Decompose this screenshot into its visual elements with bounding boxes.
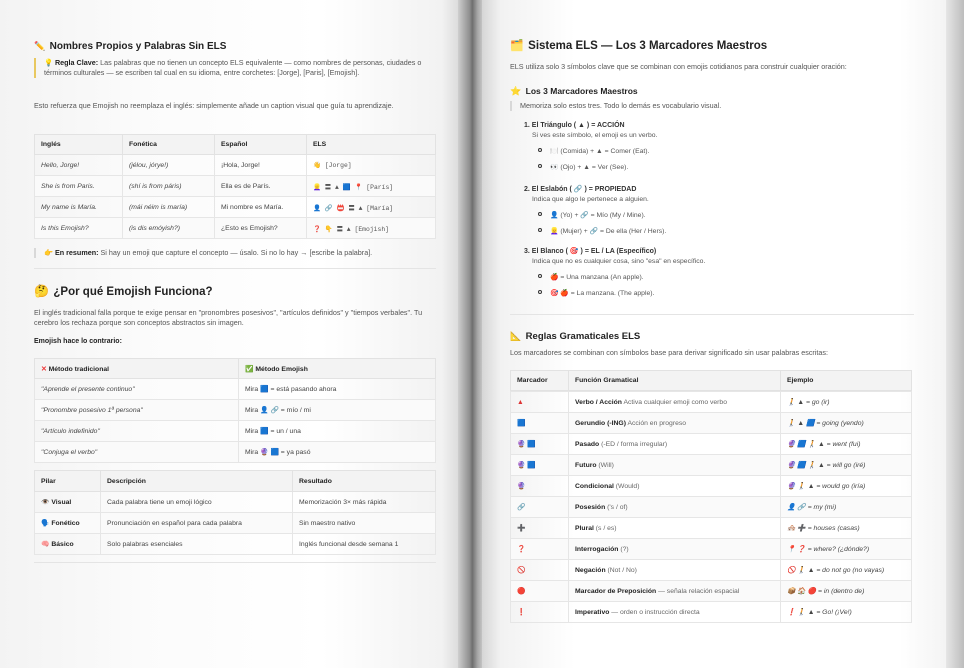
col-header: Pilar bbox=[35, 471, 101, 492]
cell-function: Futuro (Will) bbox=[569, 455, 781, 476]
summary-label: En resumen: bbox=[54, 248, 99, 257]
cell-example: ❗ 🚶 ▲ = Go! (¡Ve!) bbox=[781, 602, 912, 623]
subsection-header-markers bbox=[510, 81, 914, 99]
book-gutter bbox=[458, 0, 484, 668]
cell-traditional: "Conjuga el verbo" bbox=[35, 442, 239, 463]
cell-pillar: 🗣️ Fonético bbox=[35, 513, 101, 534]
cell-result: Sin maestro nativo bbox=[293, 513, 436, 534]
cell-phonetic: (mái néim is maría) bbox=[123, 197, 215, 218]
cell-emojish: Mira 👤 🔗 = mío / mi bbox=[239, 400, 436, 421]
cell-phonetic: (is dis emóyish?) bbox=[123, 218, 215, 239]
table-row bbox=[511, 392, 912, 413]
cell-phonetic: (jélou, jórye!) bbox=[123, 155, 215, 176]
col-header-emojish: ✅ Método Emojish bbox=[239, 359, 436, 379]
cell-els: 👱‍♀️ 〓 ▲ 🟦 📍 [París] bbox=[307, 176, 436, 197]
table-row bbox=[35, 421, 436, 442]
section-header-grammar bbox=[510, 326, 914, 344]
rule-text: Las palabras que no tienen un concepto ELS equivalente — como nombres de personas, ciudades o términos culturales — se escriben tal cual en su idioma, entre corchetes: [Jorge], [Paris], [Emojish]. bbox=[44, 58, 422, 77]
table-row bbox=[35, 442, 436, 463]
rule-label: Regla Clave: bbox=[54, 58, 99, 67]
table-row bbox=[511, 455, 912, 476]
cell-function: Interrogación (?) bbox=[569, 539, 781, 560]
table-row bbox=[35, 155, 436, 176]
col-header: Ejemplo bbox=[781, 371, 912, 391]
col-header: Marcador bbox=[511, 371, 569, 391]
divider bbox=[34, 562, 436, 563]
divider bbox=[34, 268, 436, 269]
marker-desc: Indica que no es cualquier cosa, sino "esa" en específico. bbox=[532, 258, 706, 265]
check-mark-icon: ✅ bbox=[245, 365, 256, 373]
table-row bbox=[35, 379, 436, 400]
cell-marker: 🔗 bbox=[511, 497, 569, 518]
table-row bbox=[511, 539, 912, 560]
cell-function: Marcador de Preposición — señala relación espacial bbox=[569, 581, 781, 602]
table-row bbox=[511, 497, 912, 518]
col-header: Función Gramatical bbox=[569, 371, 781, 391]
table-row bbox=[511, 434, 912, 455]
cell-spanish: ¡Hola, Jorge! bbox=[215, 155, 307, 176]
section-header-names bbox=[34, 36, 436, 54]
cell-function: Gerundio (-ING) Acción en progreso bbox=[569, 413, 781, 434]
names-table-wrapper bbox=[34, 134, 436, 239]
cell-example: 👤 🔗 = my (mi) bbox=[781, 497, 912, 518]
table-row bbox=[511, 560, 912, 581]
cell-function: Condicional (Would) bbox=[569, 476, 781, 497]
cell-english: Hello, Jorge! bbox=[35, 155, 123, 176]
table-row bbox=[35, 176, 436, 197]
section-title: Reglas Gramaticales ELS bbox=[525, 331, 641, 342]
table-row bbox=[35, 492, 436, 513]
table-row bbox=[511, 581, 912, 602]
cell-description: Solo palabras esenciales bbox=[101, 534, 293, 555]
list-item bbox=[524, 121, 924, 185]
cross-mark-icon: ✕ bbox=[41, 365, 49, 373]
table-row bbox=[511, 413, 912, 434]
method-table bbox=[34, 358, 436, 463]
cell-emojish: Mira 🔮 🟦 = ya pasó bbox=[239, 442, 436, 463]
list-item bbox=[524, 247, 924, 311]
triangle-ruler-icon: 📐 bbox=[510, 331, 522, 341]
table-row bbox=[35, 513, 436, 534]
reinforce-paragraph: Esto refuerza que Emojish no reemplaza el inglés: simplemente añade un caption visual que guía tu aprendizaje. bbox=[34, 101, 394, 110]
divider bbox=[510, 314, 914, 315]
cell-els: 👋 [Jorge] bbox=[307, 155, 436, 176]
cell-example: 🔮 🚶 ▲ = would go (iría) bbox=[781, 476, 912, 497]
col-header: Descripción bbox=[101, 471, 293, 492]
grammar-table-body bbox=[510, 391, 912, 623]
cell-result: Inglés funcional desde semana 1 bbox=[293, 534, 436, 555]
cell-result: Memorización 3× más rápida bbox=[293, 492, 436, 513]
col-header-traditional: ✕ Método tradicional bbox=[35, 359, 239, 379]
cell-marker: 🚫 bbox=[511, 560, 569, 581]
list-item bbox=[524, 185, 924, 247]
marker-example: 🍎 = Una manzana (An apple). bbox=[538, 273, 924, 283]
els-intro: ELS utiliza solo 3 símbolos clave que se combinan con emojis cotidianos para construir cualquier oración: bbox=[510, 62, 847, 71]
table-row bbox=[511, 602, 912, 623]
memo-callout: Memoriza solo estos tres. Todo lo demás es vocabulario visual. bbox=[510, 101, 914, 111]
marker-example: 👤 (Yo) + 🔗 = Mío (My / Mine). bbox=[538, 211, 924, 221]
summary-text: Si hay un emoji que capture el concepto — úsalo. Si no lo hay → [escribe la palabra]. bbox=[100, 248, 373, 257]
pillar-table bbox=[34, 470, 436, 555]
cell-english: Is this Emojish? bbox=[35, 218, 123, 239]
cell-els: 👤 🔗 📛 〓 ▲ [María] bbox=[307, 197, 436, 218]
cell-marker: ➕ bbox=[511, 518, 569, 539]
pointer-icon: 👉 bbox=[44, 248, 53, 257]
table-row bbox=[35, 400, 436, 421]
table-row bbox=[35, 218, 436, 239]
section-header-els bbox=[510, 36, 914, 54]
marker-head: 2. El Eslabón ( 🔗 ) = PROPIEDAD bbox=[524, 186, 637, 193]
names-table bbox=[34, 134, 436, 239]
cell-traditional: "Artículo indefinido" bbox=[35, 421, 239, 442]
cell-marker: 🟦 bbox=[511, 413, 569, 434]
cell-marker: 🔴 bbox=[511, 581, 569, 602]
cell-emojish: Mira 🟦 = un / una bbox=[239, 421, 436, 442]
cell-els: ❓ 👇 〓 ▲ [Emojish] bbox=[307, 218, 436, 239]
cell-description: Cada palabra tiene un emoji lógico bbox=[101, 492, 293, 513]
section-title: Sistema ELS — Los 3 Marcadores Maestros bbox=[528, 40, 768, 52]
col-header: Resultado bbox=[293, 471, 436, 492]
cell-spanish: Mi nombre es María. bbox=[215, 197, 307, 218]
method-table-wrapper bbox=[34, 358, 436, 463]
cell-example: 🚫 🚶 ▲ = do not go (no vayas) bbox=[781, 560, 912, 581]
cell-function: Pasado (-ED / forma irregular) bbox=[569, 434, 781, 455]
cell-marker: ▲ bbox=[511, 392, 569, 413]
contrary-label: Emojish hace lo contrario: bbox=[34, 338, 122, 345]
folder-icon: 🗂️ bbox=[510, 40, 524, 52]
cell-pillar: 👁️ Visual bbox=[35, 492, 101, 513]
thinking-face-icon: 🤔 bbox=[34, 284, 49, 298]
grammar-rows bbox=[510, 391, 912, 623]
cell-function: Plural (s / es) bbox=[569, 518, 781, 539]
cell-english: She is from Paris. bbox=[35, 176, 123, 197]
cell-phonetic: (shí is from páris) bbox=[123, 176, 215, 197]
cell-spanish: ¿Esto es Emojish? bbox=[215, 218, 307, 239]
cell-description: Pronunciación en español para cada palabra bbox=[101, 513, 293, 534]
cell-marker: ❓ bbox=[511, 539, 569, 560]
marker-example: 🎯 🍎 = La manzana. (The apple). bbox=[538, 289, 924, 299]
col-header: Inglés bbox=[35, 135, 123, 155]
marker-example: 👱‍♀️ (Mujer) + 🔗 = De ella (Her / Hers). bbox=[538, 227, 924, 237]
marker-desc: Si ves este símbolo, el emoji es un verbo. bbox=[532, 132, 658, 139]
cell-function: Verbo / Acción Activa cualquier emoji como verbo bbox=[569, 392, 781, 413]
right-page bbox=[482, 0, 946, 668]
cell-example: 🔮 🟦 🚶 ▲ = went (fui) bbox=[781, 434, 912, 455]
cell-example: 📍 ❓ = where? (¿dónde?) bbox=[781, 539, 912, 560]
table-row bbox=[35, 197, 436, 218]
page-edge bbox=[946, 0, 964, 668]
cell-function: Imperativo — orden o instrucción directa bbox=[569, 602, 781, 623]
table-row bbox=[511, 476, 912, 497]
marker-example: 👀 (Ojo) + ▲ = Ver (See). bbox=[538, 163, 924, 173]
markers-list bbox=[524, 121, 924, 311]
cell-marker: 🔮 🟦 bbox=[511, 455, 569, 476]
subsection-title: Los 3 Marcadores Maestros bbox=[525, 86, 638, 96]
cell-spanish: Ella es de París. bbox=[215, 176, 307, 197]
grammar-intro: Los marcadores se combinan con símbolos base para derivar significado sin usar palabras escritas: bbox=[510, 348, 829, 357]
grammar-table-wrapper bbox=[510, 370, 912, 623]
cell-english: My name is María. bbox=[35, 197, 123, 218]
rule-callout bbox=[34, 58, 436, 78]
col-header: ELS bbox=[307, 135, 436, 155]
brain-icon: 🧠 bbox=[41, 541, 52, 548]
sound-icon: 🗣️ bbox=[41, 520, 52, 527]
cell-function: Posesión ('s / of) bbox=[569, 497, 781, 518]
left-page bbox=[0, 0, 460, 668]
col-header: Español bbox=[215, 135, 307, 155]
section-title: Nombres Propios y Palabras Sin ELS bbox=[49, 41, 227, 52]
marker-example: 🍽️ (Comida) + ▲ = Comer (Eat). bbox=[538, 147, 924, 157]
cell-emojish: Mira 🟦 = está pasando ahora bbox=[239, 379, 436, 400]
section-header-why bbox=[34, 282, 436, 300]
grammar-table bbox=[510, 370, 912, 391]
eye-icon: 👁️ bbox=[41, 499, 52, 506]
cell-pillar: 🧠 Básico bbox=[35, 534, 101, 555]
cell-example: 📦 🏠 🔴 = in (dentro de) bbox=[781, 581, 912, 602]
cell-marker: 🔮 bbox=[511, 476, 569, 497]
col-header: Fonética bbox=[123, 135, 215, 155]
cell-traditional: "Pronombre posesivo 1ª persona" bbox=[35, 400, 239, 421]
cell-function: Negación (Not / No) bbox=[569, 560, 781, 581]
marker-head: 3. El Blanco ( 🎯 ) = EL / LA (Específico) bbox=[524, 248, 657, 255]
cell-example: 🔮 🟦 🚶 ▲ = will go (iré) bbox=[781, 455, 912, 476]
pencil-icon: ✏️ bbox=[34, 41, 46, 51]
marker-desc: Indica que algo le pertenece a alguien. bbox=[532, 196, 649, 203]
table-row bbox=[511, 518, 912, 539]
pillar-table-wrapper bbox=[34, 470, 436, 555]
section-title: ¿Por qué Emojish Funciona? bbox=[53, 286, 213, 298]
table-row bbox=[35, 534, 436, 555]
cell-example: 🏘️ ➕ = houses (casas) bbox=[781, 518, 912, 539]
summary-callout bbox=[34, 248, 436, 258]
cell-example: 🚶 ▲ = go (ir) bbox=[781, 392, 912, 413]
why-paragraph: El inglés tradicional falla porque te exige pensar en "pronombres posesivos", "artículos definidos" y "tiempos verbales". Tu cerebro los rechaza porque son conceptos abstractos sin imagen. bbox=[34, 308, 423, 327]
cell-traditional: "Aprende el presente continuo" bbox=[35, 379, 239, 400]
cell-marker: ❗ bbox=[511, 602, 569, 623]
cell-example: 🚶 ▲ 🟦 = going (yendo) bbox=[781, 413, 912, 434]
lightbulb-icon: 💡 bbox=[44, 58, 53, 67]
cell-marker: 🔮 🟦 bbox=[511, 434, 569, 455]
star-icon: ⭐ bbox=[510, 86, 522, 96]
marker-head: 1. El Triángulo ( ▲ ) = ACCIÓN bbox=[524, 122, 625, 129]
